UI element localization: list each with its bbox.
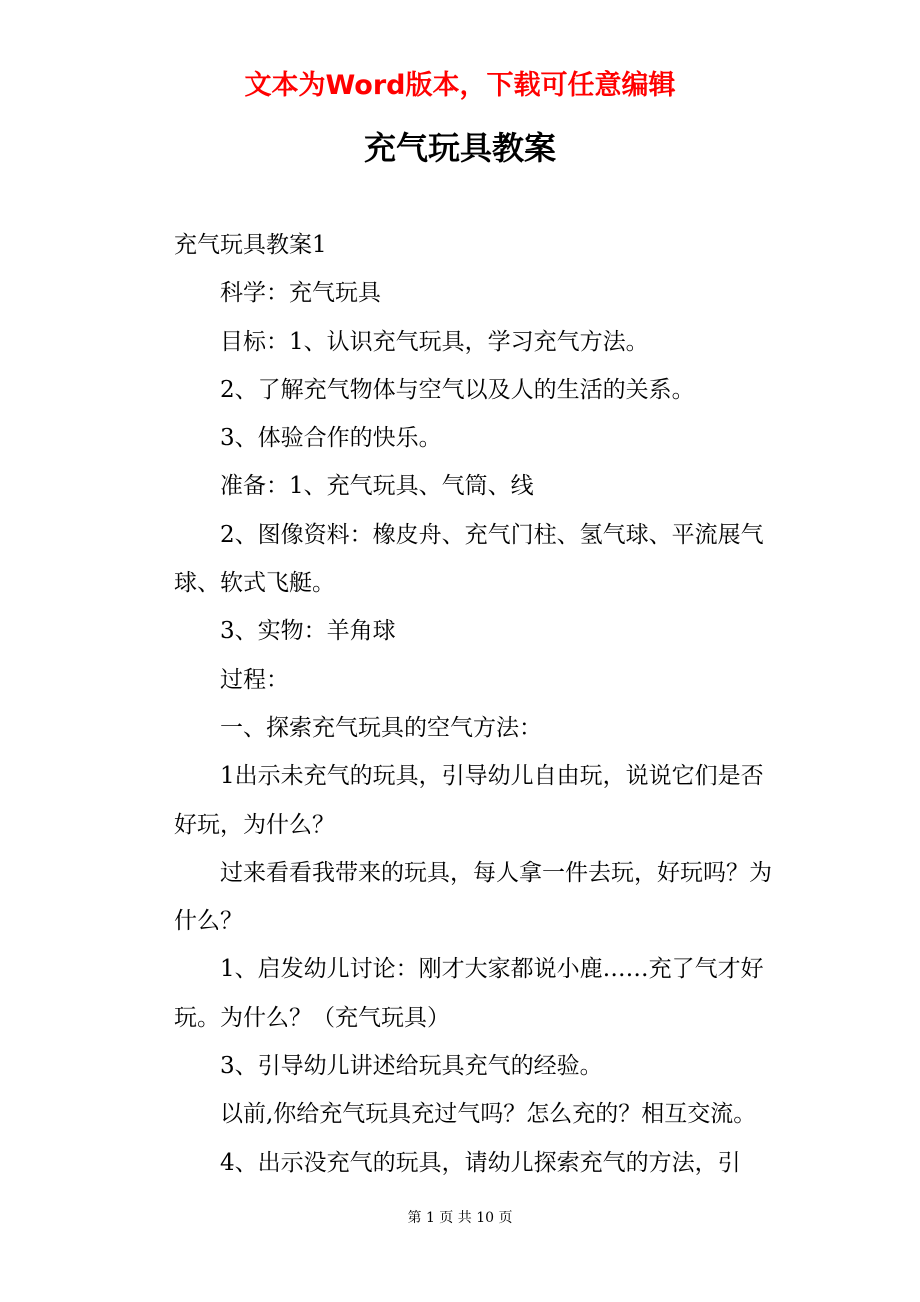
paragraph: 1、启发幼儿讨论：刚才大家都说小鹿……充了气才好玩。为什么？（充气玩具）: [174, 956, 764, 1031]
paragraph: 3、引导幼儿讲述给玩具充气的经验。: [220, 1053, 603, 1080]
paragraph: 2、了解充气物体与空气以及人的生活的关系。: [220, 376, 695, 403]
paragraph: 以前,你给充气玩具充过气吗？怎么充的？相互交流。: [220, 1101, 757, 1128]
paragraph: 2、图像资料：橡皮舟、充气门柱、氢气球、平流展气球、软式飞艇。: [174, 521, 764, 597]
document-body: [174, 221, 784, 1187]
paragraph: 过程：: [220, 666, 289, 693]
section-heading: 充气玩具教案1: [174, 232, 327, 258]
paragraph: 准备：1、充气玩具、气筒、线: [220, 473, 534, 500]
download-banner: 文本为Word版本，下载可任意编辑: [244, 70, 676, 101]
document-title: 充气玩具教案: [363, 129, 556, 167]
paragraph: 过来看看我带来的玩具，每人拿一件去玩，好玩吗？为什么？: [174, 859, 772, 935]
paragraph: 3、体验合作的快乐。: [220, 425, 442, 452]
paragraph: 目标：1、认识充气玩具，学习充气方法。: [220, 328, 649, 355]
page-number-footer: 第 1 页 共 10 页: [407, 1210, 513, 1226]
paragraph: 3、实物：羊角球: [220, 618, 396, 645]
paragraph: 一、探索充气玩具的空气方法：: [220, 714, 542, 741]
paragraph: 4、出示没充气的玩具，请幼儿探索充气的方法，引: [220, 1149, 741, 1176]
paragraph: 1出示未充气的玩具，引导幼儿自由玩，说说它们是否好玩，为什么？: [174, 763, 764, 838]
paragraph: 科学：充气玩具: [220, 280, 381, 307]
